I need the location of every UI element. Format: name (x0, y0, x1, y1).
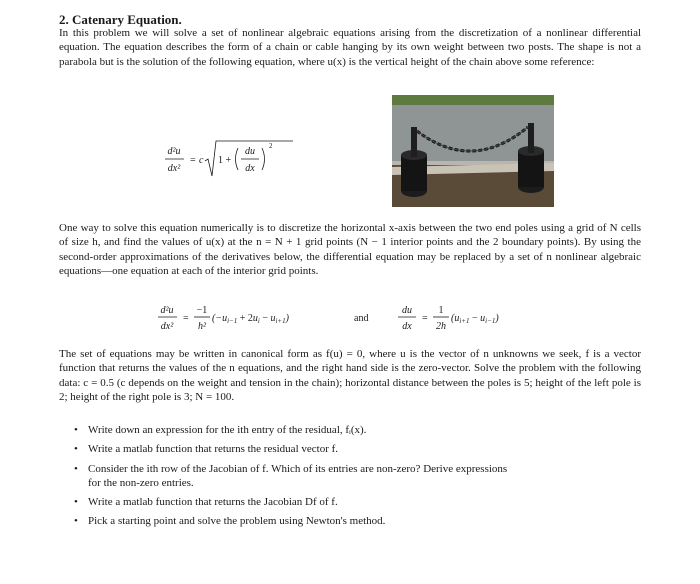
difference-approximations (158, 301, 538, 337)
task-item (59, 442, 641, 456)
eq-c: c (199, 155, 204, 166)
du-num: du (402, 305, 412, 316)
canonical-line: is 3; N = 100. (173, 390, 235, 403)
task-text: Write down an expression for the ith entry of the residual, fᵢ(x). (88, 424, 367, 436)
discretization-paragraph (59, 221, 641, 278)
bullet-icon: • (74, 424, 78, 436)
eq-frac-num: du (245, 146, 255, 157)
problem-heading: 2. Catenary Equation. (59, 12, 182, 27)
eq-frac-den: dx (245, 163, 255, 174)
eq-exponent: 2 (269, 142, 273, 150)
task-text: Write a matlab function that returns the residual vector f. (88, 443, 339, 456)
coef-den: h² (198, 321, 206, 332)
eq-equals: = (190, 155, 196, 166)
intro-line: nonlinear differential equation. The equation describes the form of a chain or cable hanging by its own (59, 27, 642, 54)
svg-text:=: = (183, 313, 189, 324)
first-rhs: $(-u_{i-1} + 2u_i - u_{i+1})$ (212, 313, 289, 325)
discretize-line: the differential equation may be replaced by a set of n nonlinear algebraic equations—one equation at (59, 250, 642, 277)
intro-line: In this problem we will solve a set of nonlinear algebraic equations arising from the discretization of a (59, 27, 542, 39)
discretize-line: each of the interior grid points. (182, 264, 319, 277)
coef-num: −1 (196, 305, 208, 316)
bullet-icon: • (74, 496, 78, 509)
bullet-icon: • (74, 443, 78, 456)
bullet-icon: • (74, 462, 78, 475)
task-text: Write a matlab function that returns the Jacobian Df of f. (88, 496, 338, 509)
catenary-equation (165, 138, 305, 188)
discretize-line: One way to solve this equation numerically is to discretize the horizontal x-axis between the two end poles (59, 222, 538, 234)
second-rhs: $(u_{i+1} - u_{i-1})$ (451, 313, 499, 325)
task-item (59, 462, 641, 491)
canonical-line: we seek, f is a vector function that returns the values of the n equations, and the right hand side is the (59, 348, 642, 375)
intro-line: where u(x) is the vertical height of the chain above some reference: (297, 55, 595, 68)
task-text-continued: for the non-zero entries. (88, 476, 194, 489)
bullet-icon: • (74, 515, 78, 528)
task-text: Pick a starting point and solve the problem using Newton's method. (88, 515, 386, 528)
task-text: Consider the ith row of the Jacobian of f. Which of its entries are non-zero? Derive expressions (88, 462, 508, 475)
coef2-num: 1 (438, 305, 444, 316)
intro-line: weight between two posts. The shape is not a parabola but is the solution of the following equation, (59, 41, 642, 68)
task-item (59, 423, 641, 437)
task-item (59, 514, 641, 528)
canonical-line: zero-vector. Solve the problem with the following data: c = 0.5 (c depends on the weight and tension in (59, 362, 641, 389)
eq-lhs-den: dx² (167, 163, 181, 174)
task-item (59, 495, 641, 509)
d2u-den: dx² (160, 321, 174, 332)
discretize-line: using a grid of N cells of size h, and find the values of u(x) at the n = N + 1 grid points (N − 1 interior (59, 222, 642, 249)
d2u-num: d²u (160, 305, 174, 316)
and-word: and (354, 313, 369, 324)
eq-lhs-num: d²u (167, 146, 181, 157)
intro-paragraph (59, 26, 641, 69)
svg-text:=: = (422, 313, 428, 324)
eq-one-plus: 1 + (218, 155, 232, 166)
canonical-line: the chain); horizontal distance between the poles is 5; height of the left pole is 2; height of the right pole (59, 376, 642, 403)
task-list (59, 423, 641, 534)
discretize-line: points and the 2 boundary points). By using the second-order approximations of the derivatives below, (59, 236, 641, 263)
chain-photo (392, 95, 554, 207)
canonical-paragraph (59, 347, 641, 404)
du-den: dx (402, 321, 412, 332)
canonical-line: The set of equations may be written in canonical form as f(u) = 0, where u is the vector of n unknowns (59, 348, 539, 360)
coef2-den: 2h (436, 321, 446, 332)
